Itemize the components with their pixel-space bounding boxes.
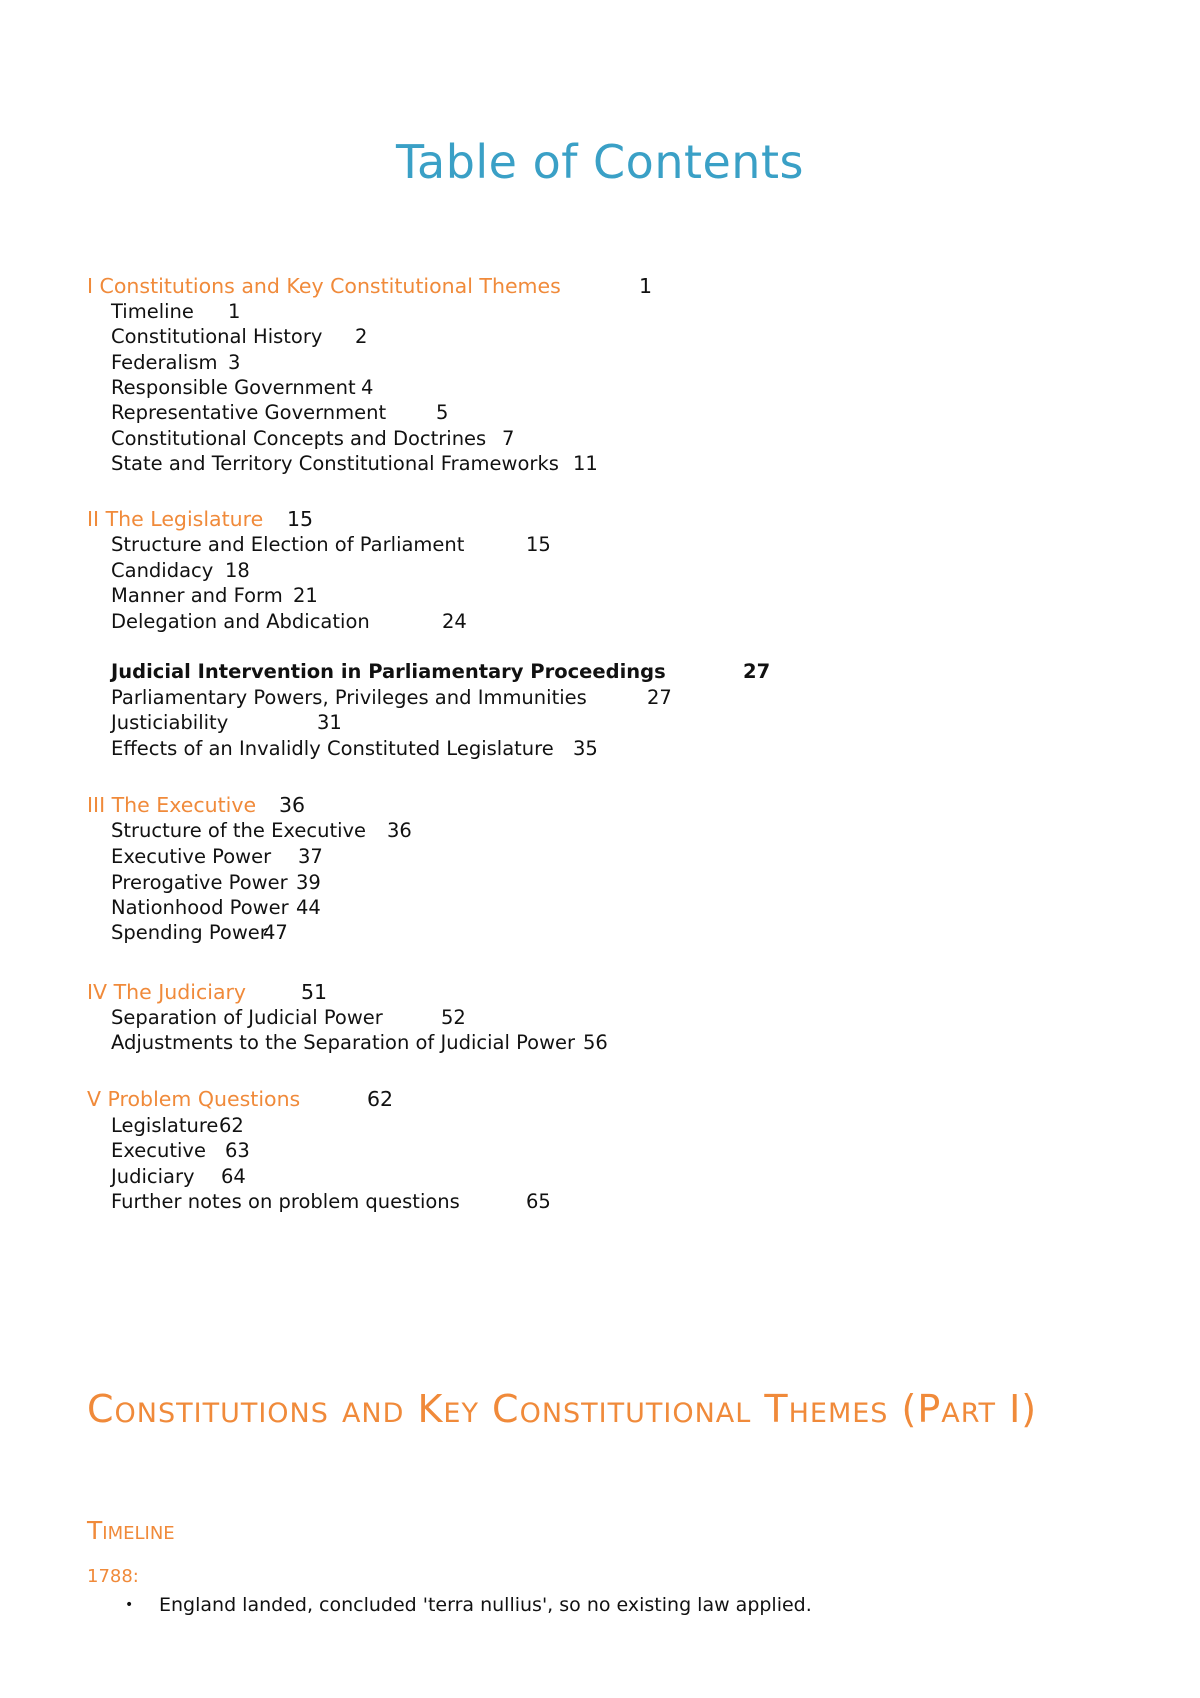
toc-entry-label: Parliamentary Powers, Privileges and Immunities bbox=[111, 686, 587, 709]
toc-entry-label: Timeline bbox=[111, 300, 194, 323]
toc-entry-page-number: 11 bbox=[573, 452, 598, 475]
year-label: 1788: bbox=[87, 1566, 139, 1587]
toc-entry-label: Prerogative Power bbox=[111, 871, 288, 894]
toc-entry-page-number: 44 bbox=[296, 896, 321, 919]
toc-entry-label: Constitutional History bbox=[111, 325, 323, 348]
toc-entry-page-number: 27 bbox=[647, 686, 672, 709]
toc-entry-page-number: 4 bbox=[361, 376, 374, 399]
toc-entry-page-number: 27 bbox=[743, 660, 771, 683]
toc-entry-page-number: 18 bbox=[225, 559, 250, 582]
toc-entry-label: Judiciary bbox=[111, 1165, 195, 1188]
toc-entry-label: III The Executive bbox=[87, 793, 257, 817]
toc-entry-page-number: 63 bbox=[225, 1139, 250, 1162]
toc-entry-label: Federalism bbox=[111, 351, 218, 374]
toc-entry-label: Adjustments to the Separation of Judicial Power bbox=[111, 1031, 576, 1054]
toc-entry-label: Nationhood Power bbox=[111, 896, 289, 919]
toc-entry-page-number: 24 bbox=[442, 610, 467, 633]
timeline-bullet-list bbox=[87, 1592, 1087, 1618]
toc-entry-label: Structure and Election of Parliament bbox=[111, 533, 465, 556]
toc-entry-page-number: 1 bbox=[228, 300, 241, 323]
toc-entry-page-number: 5 bbox=[436, 401, 449, 424]
toc-entry-label: Candidacy bbox=[111, 559, 214, 582]
toc-entry-label: Spending Power bbox=[111, 921, 268, 944]
toc-entry-label: Structure of the Executive bbox=[111, 819, 367, 842]
toc-entry-label: V Problem Questions bbox=[87, 1087, 301, 1111]
toc-entry-page-number: 47 bbox=[263, 921, 288, 944]
toc-entry-page-number: 1 bbox=[639, 274, 653, 298]
toc-entry-page-number: 56 bbox=[583, 1031, 608, 1054]
timeline-heading: Timeline bbox=[87, 1516, 175, 1545]
toc-entry-label: Manner and Form bbox=[111, 584, 283, 607]
toc-entry-label: State and Territory Constitutional Frameworks bbox=[111, 452, 559, 475]
toc-entry-page-number: 62 bbox=[219, 1114, 244, 1137]
toc-entry-label: IV The Judiciary bbox=[87, 980, 247, 1004]
toc-entry-label: Delegation and Abdication bbox=[111, 610, 370, 633]
bullet-icon: • bbox=[125, 1597, 134, 1613]
toc-entry-page-number: 51 bbox=[301, 980, 328, 1004]
toc-entry-page-number: 39 bbox=[296, 871, 321, 894]
toc-entry-page-number: 15 bbox=[526, 533, 551, 556]
toc-entry-page-number: 31 bbox=[317, 711, 342, 734]
toc-entry-label: Separation of Judicial Power bbox=[111, 1006, 383, 1029]
section-heading: Constitutions and Key Constitutional Themes (Part I) bbox=[87, 1387, 1038, 1431]
toc-entry-label: Constitutional Concepts and Doctrines bbox=[111, 427, 487, 450]
toc-entry-page-number: 52 bbox=[441, 1006, 466, 1029]
toc-entry-page-number: 2 bbox=[355, 325, 368, 348]
toc-entry-label: Executive Power bbox=[111, 845, 272, 868]
toc-entry-label: I Constitutions and Key Constitutional Themes bbox=[87, 274, 561, 298]
toc-entry-page-number: 15 bbox=[287, 507, 314, 531]
toc-entry-page-number: 7 bbox=[502, 427, 515, 450]
toc-entry-label: Representative Government bbox=[111, 401, 387, 424]
list-item bbox=[87, 1592, 1087, 1618]
toc-entry-page-number: 35 bbox=[573, 737, 598, 760]
toc-entry-label: Effects of an Invalidly Constituted Legislature bbox=[111, 737, 554, 760]
toc-entry-label: Executive bbox=[111, 1139, 206, 1162]
toc-entry-label: II The Legislature bbox=[87, 507, 264, 531]
toc-entry-page-number: 21 bbox=[293, 584, 318, 607]
toc-entry-label: Responsible Government bbox=[111, 376, 356, 399]
toc-entry-page-number: 36 bbox=[279, 793, 306, 817]
toc-entry-page-number: 36 bbox=[387, 819, 412, 842]
bullet-text: England landed, concluded 'terra nullius', so no existing law applied. bbox=[159, 1594, 812, 1616]
toc-entry-page-number: 62 bbox=[367, 1087, 394, 1111]
toc-entry-page-number: 65 bbox=[526, 1190, 551, 1213]
toc-entry-page-number: 64 bbox=[221, 1165, 246, 1188]
toc-entry-label: Judicial Intervention in Parliamentary Proceedings bbox=[111, 660, 666, 683]
toc-title: Table of Contents bbox=[396, 135, 804, 189]
toc-entry-label: Legislature bbox=[111, 1114, 219, 1137]
toc-entry-label: Further notes on problem questions bbox=[111, 1190, 460, 1213]
toc-entry-page-number: 3 bbox=[228, 351, 241, 374]
toc-entry-label: Justiciability bbox=[111, 711, 229, 734]
toc-entry-page-number: 37 bbox=[298, 845, 323, 868]
